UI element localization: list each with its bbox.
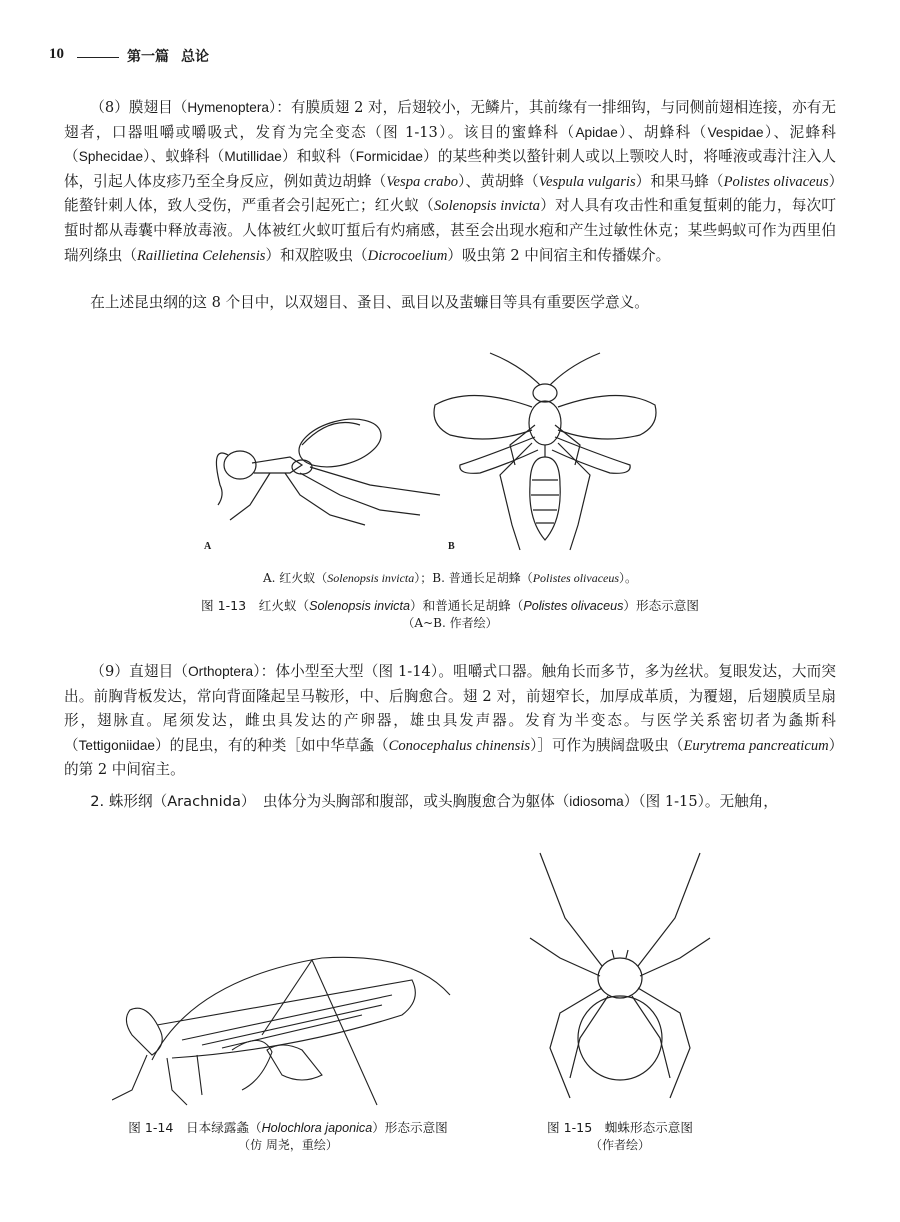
ant-drawing: [216, 411, 440, 525]
paragraph-arachnida: [64, 790, 836, 815]
figure-1-14-credit: （仿 周尧，重绘）: [238, 1138, 338, 1152]
figure-1-14: [112, 940, 452, 1110]
figure-label-b: B: [448, 541, 455, 552]
spider-illustration: [520, 848, 720, 1108]
part-label: 第一篇: [127, 49, 169, 65]
header-rule: [77, 57, 119, 58]
figure-1-13-credit: （A~B. 作者绘）: [402, 616, 498, 630]
ant-wasp-illustration: [190, 345, 670, 555]
figure-1-14-caption: 图 1-14 日本绿露螽（Holochlora japonica）形态示意图: [128, 1120, 448, 1135]
paragraph-text: 在上述昆虫纲的这 8 个目中，以双翅目、蚤目、虱目以及蜚蠊目等具有重要医学意义。: [90, 294, 649, 311]
paragraph-text: （8）膜翅目（Hymenoptera）：有膜质翅 2 对，后翅较小，无鳞片，其前缘有一排细钩，与同侧前翅相连接，亦有无翅者，口器咀嚼或嚼吸式，发育为完全变态（图 1-13）。该目的蜜蜂科（Apidae）、胡蜂科（Vespidae）、泥蜂科（Sphecidae）、蚁蜂科（Mutillidae）和蚁科（Formicidae）的某些种类以螯针刺人或以上颚咬人时，将唾液或毒汁注入人体，引起人体皮疹乃至全身反应，例如黄边胡蜂（Vespa crabo）、黄胡蜂（Vespula vulgaris）和果马蜂（Polistes olivaceus）能螯针刺人体，致人受伤，严重者会引起死亡；红火蚁（Solenopsis invicta）对人具有攻击性和重复蜇刺的能力，每次叮蜇时都从毒囊中释放毒液。人体被红火蚁叮蜇后有灼痛感，甚至会出现水疱和产生过敏性休克；某些蚂蚁可作为西里伯瑞列绦虫（Raillietina Celehensis）和双腔吸虫（Dicrocoelium）吸虫第 2 中间宿主和传播媒介。: [64, 99, 837, 264]
paragraph-orthoptera: [64, 660, 836, 783]
page-header: [49, 46, 869, 70]
paragraph-hymenoptera: [64, 96, 836, 268]
katydid-illustration: [112, 940, 452, 1110]
paragraph-summary: [64, 291, 836, 316]
figure-1-15: [520, 848, 720, 1108]
section-heading-arachnida: 2. 蛛形纲（Arachnida）: [90, 793, 249, 810]
figure-1-13-caption: 图 1-13 红火蚁（Solenopsis invicta）和普通长足胡蜂（Polistes olivaceus）形态示意图: [201, 598, 699, 613]
paragraph-text: （9）直翅目（Orthoptera）：体小型至大型（图 1-14）。咀嚼式口器。触角长而多节，多为丝状。复眼发达，大而突出。前胸背板发达，常向背面隆起呈马鞍形，中、后胸愈合。翅 2 对，前翅窄长，加厚成革质，为覆翅，后翅膜质呈扇形，翅脉直。尾须发达，雌虫具发达的产卵器，雄虫具发声器。发育为半变态。与医学关系密切者为螽斯科（Tettigoniidae）的昆虫，有的种类［如中华草螽（Conocephalus chinensis）］可作为胰阔盘吸虫（Eurytrema pancreaticum）的第 2 中间宿主。: [64, 663, 836, 779]
section-title: 总论: [181, 49, 209, 65]
figure-1-15-credit: （作者绘）: [589, 1138, 650, 1152]
paragraph-text: 2. 蛛形纲（Arachnida） 虫体分为头胸部和腹部，或头胸腹愈合为躯体（idiosoma）（图 1-15）。无触角，: [90, 793, 778, 810]
running-title: [127, 46, 221, 66]
wasp-drawing: [434, 353, 656, 550]
figure-1-13: [190, 345, 670, 555]
figure-label-a: A: [204, 541, 212, 552]
page-number: 10: [49, 46, 64, 62]
figure-1-13-subcaption: A. 红火蚁（Solenopsis invicta）；B. 普通长足胡蜂（Polistes olivaceus）。: [262, 571, 638, 585]
figure-1-15-caption: 图 1-15 蜘蛛形态示意图: [547, 1120, 693, 1135]
